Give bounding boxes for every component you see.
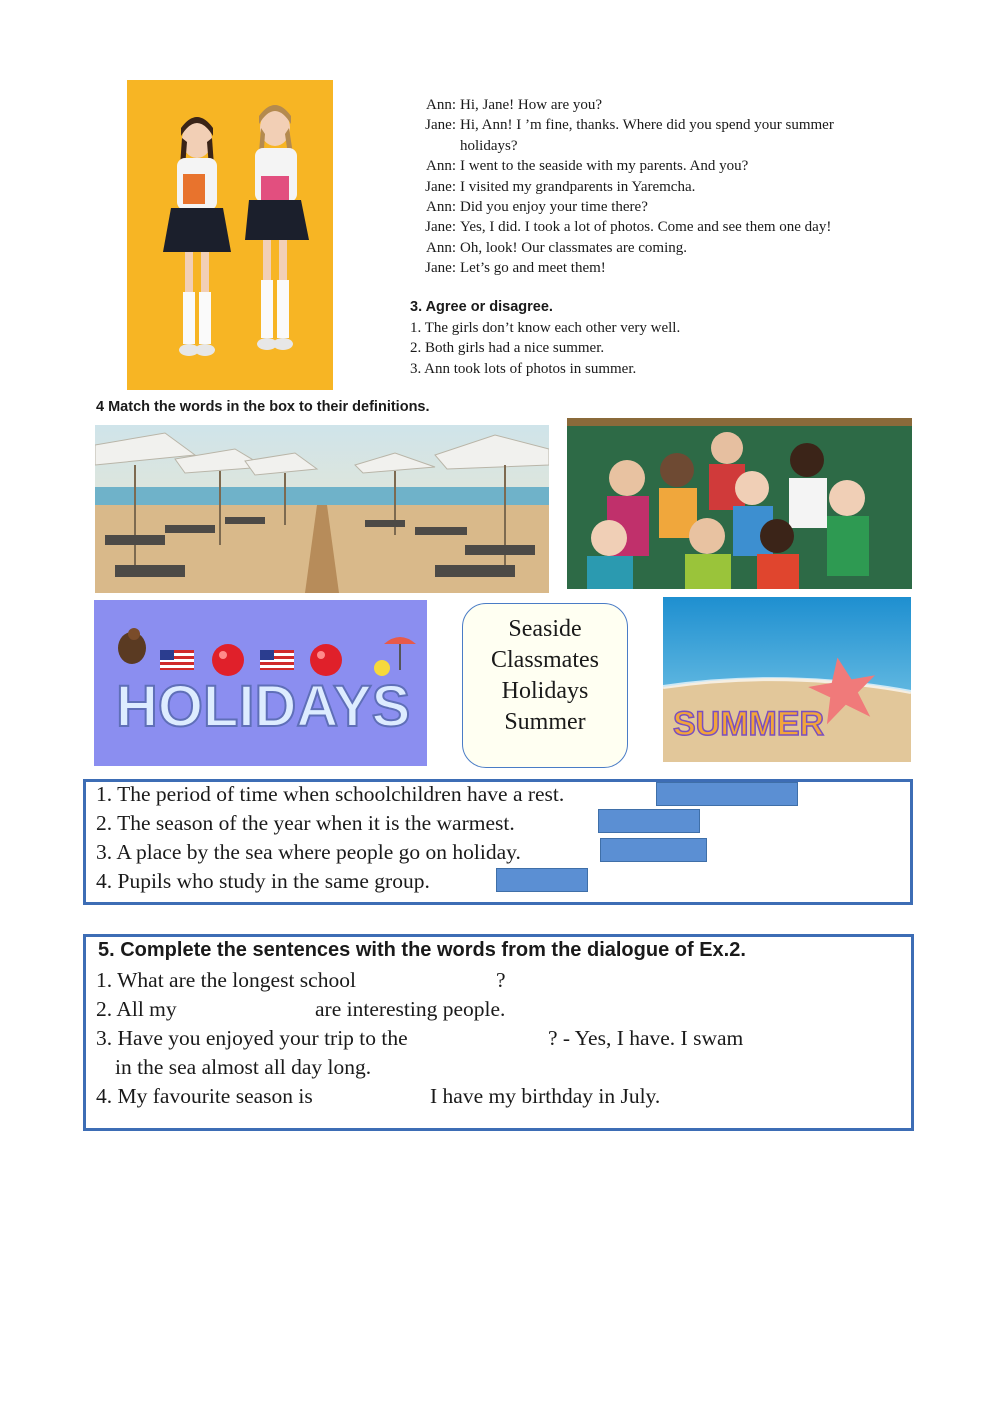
answer-blank[interactable] [598,809,700,833]
speaker: Ann: [426,199,456,216]
line-text: Did you enjoy your time there? [460,199,648,216]
dialogue-line [408,217,928,237]
definition: 1. The period of time when schoolchildren have a rest. [96,782,565,806]
speaker [408,136,460,156]
word: Holidays [501,678,589,704]
speaker: Ann: [426,158,456,175]
flag-icon [160,650,194,670]
answer-blank[interactable] [496,868,588,892]
speaker: Ann: [426,97,456,113]
sentence-3-start: 3. Have you enjoyed your trip to the [96,1026,408,1050]
holidays-banner-text: HOLIDAYS [116,674,411,739]
beach-photo [95,425,549,593]
line-text: Hi, Ann! I ’m fine, thanks. Where did you spend your summer [460,117,834,134]
summer-photo [663,597,911,762]
line-text: holidays? [460,137,518,154]
exercise-5-box [83,934,914,1131]
speaker: Ann: [426,239,456,256]
answer-blank[interactable] [656,782,798,806]
definition: 4. Pupils who study in the same group. [96,869,430,893]
classmates-photo [567,418,912,589]
sentence-3-end: in the sea almost all day long. [115,1055,372,1079]
line-text: Oh, look! Our classmates are coming. [460,239,688,256]
word: Classmates [491,647,599,673]
sentence-2-start: 2. All my [96,997,177,1021]
exercise-3-list [410,318,680,379]
statement: 2. Both girls had a nice summer. [410,340,605,357]
definitions-box [83,779,913,905]
word: Summer [504,709,586,735]
sentence-3-middle: ? - Yes, I have. I swam [548,1026,744,1050]
sentence-4-end: I have my birthday in July. [430,1084,661,1108]
exercise-5-title: 5. Complete the sentences with the words from the dialogue of Ex.2. [98,939,746,961]
sentence-2-end: are interesting people. [315,997,506,1021]
line-text: Let’s go and meet them! [460,260,606,277]
statement: 3. Ann took lots of photos in summer. [410,360,637,377]
speaker: Jane: [425,178,456,195]
definition: 3. A place by the sea where people go on holiday. [96,840,521,864]
word: Seaside [508,616,582,642]
sentence-1-start: 1. What are the longest school [96,968,356,992]
definition: 2. The season of the year when it is the warmest. [96,811,515,835]
word-box [462,603,628,768]
holidays-banner [94,600,427,766]
line-text: Yes, I did. I took a lot of photos. Come and see them one day! [460,219,832,236]
speaker: Jane: [425,219,456,236]
line-text: I went to the seaside with my parents. And you? [460,158,749,175]
answer-blank[interactable] [600,838,707,862]
speaker: Jane: [425,117,456,134]
line-text: Hi, Jane! How are you? [460,97,603,113]
exercise-4-title: 4 Match the words in the box to their definitions. [96,399,430,415]
dialogue-line [408,177,928,197]
speaker: Jane: [425,260,456,277]
exercise-3-title: 3. Agree or disagree. [410,299,553,315]
dialogue-line [408,156,928,176]
dialogue-line [408,115,928,135]
sentence-4-start: 4. My favourite season is [96,1084,313,1108]
dialogue-line [408,197,928,217]
dialogue [408,95,928,279]
summer-photo-text: SUMMER [673,705,825,743]
line-text: I visited my grandparents in Yaremcha. [460,178,696,195]
dialogue-line [408,136,928,156]
sentence-1-end: ? [496,968,506,992]
dialogue-line [408,95,928,115]
dialogue-line [408,258,928,278]
statement: 1. The girls don’t know each other very well. [410,320,681,336]
schoolgirls-photo [127,80,333,390]
dialogue-line [408,238,928,258]
